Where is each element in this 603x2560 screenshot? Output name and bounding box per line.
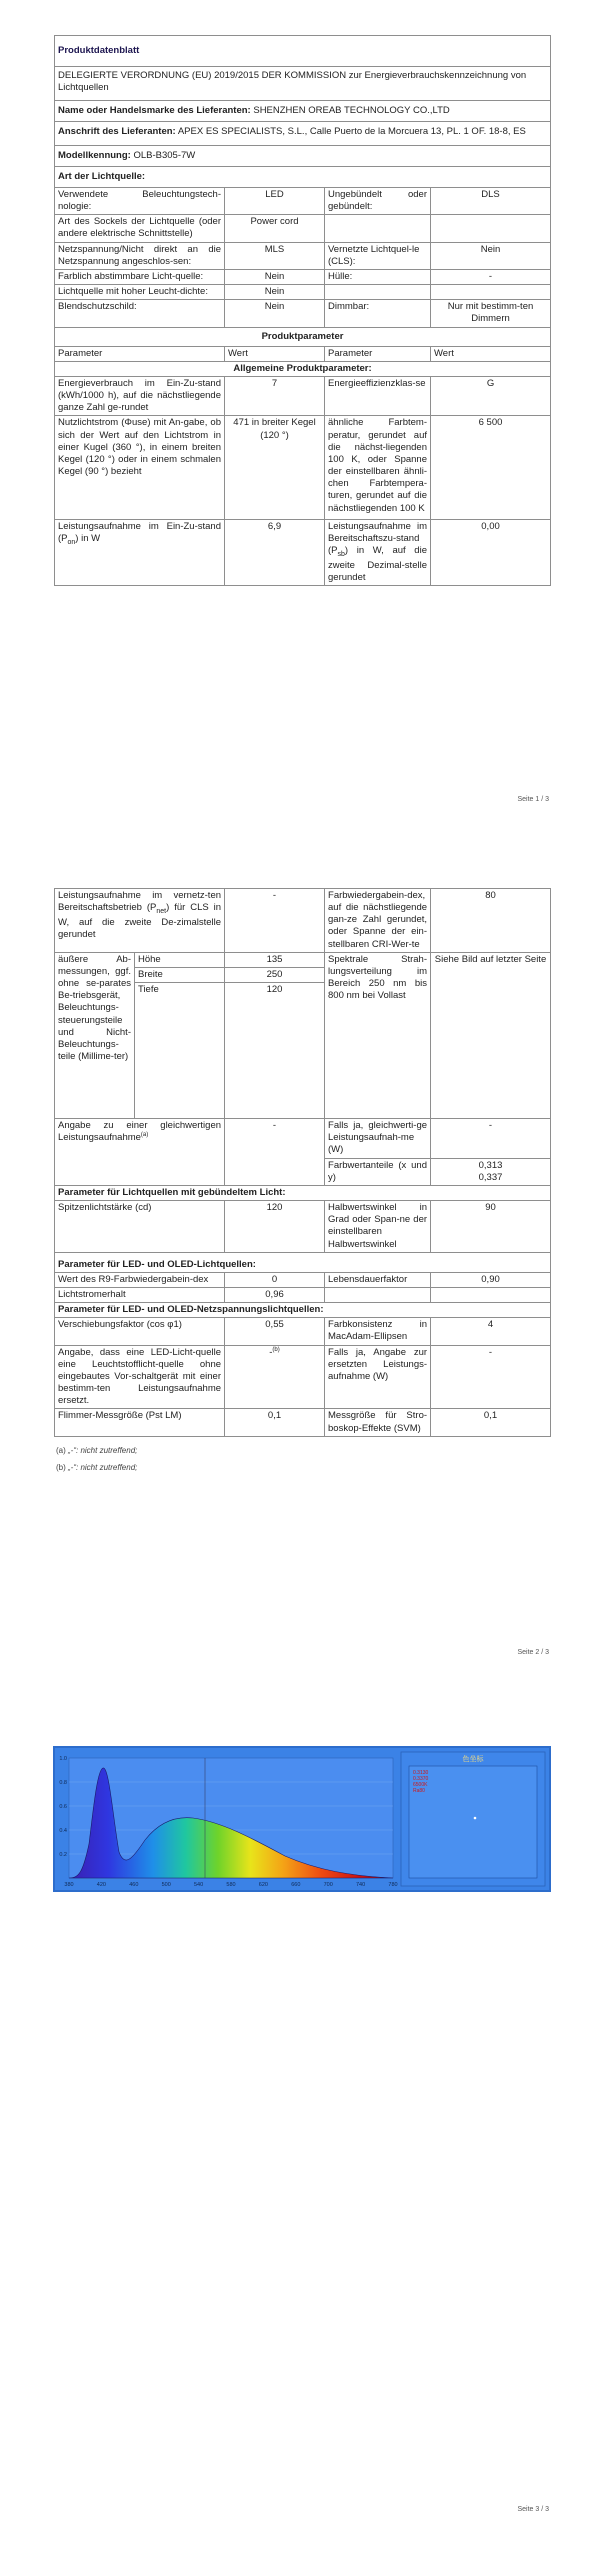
table-row	[55, 300, 551, 327]
unbundled-value: DLS	[431, 187, 551, 214]
table-row	[55, 187, 551, 214]
casing-value: -	[431, 269, 551, 284]
replacement-power-label: Falls ja, Angabe zur ersetzten Leistungs-aufnahme (W)	[325, 1345, 431, 1409]
height-value: 135	[225, 952, 325, 967]
casing-label: Hülle:	[325, 269, 431, 284]
tech-value: LED	[225, 187, 325, 214]
chromaticity-panel-title: 色坐标	[462, 1755, 484, 1763]
tech-label: Verwendete Beleuchtungstech-nologie:	[55, 187, 225, 214]
depth-label: Tiefe	[135, 983, 225, 1119]
spectrum-x-tick: 540	[194, 1882, 204, 1888]
page-number-3: Seite 3 / 3	[517, 2506, 549, 2513]
unbundled-label: Ungebündelt oder gebündelt:	[325, 187, 431, 214]
table-row	[55, 376, 551, 415]
connected-label: Vernetzte Lichtquel-le (CLS):	[325, 242, 431, 269]
efficiency-class-value: G	[431, 376, 551, 415]
model-value: OLB-B305-7W	[133, 149, 196, 161]
cct-label: ähnliche Farbtem-peratur, gerundet auf die nächst-liegenden 100 K, oder Spanne der einstellbaren ähnli-chen Farbtempera-turen, gerundet auf die nächstliegenden 100 K	[325, 416, 431, 519]
lumen-maintenance-value: 0,96	[225, 1287, 325, 1302]
column-header-parameter: Parameter	[55, 346, 225, 361]
dimmable-label: Dimmbar:	[325, 300, 431, 327]
flicker-value: 0,1	[225, 1409, 325, 1436]
chromaticity-plot	[409, 1766, 537, 1878]
standby-power-value: 0,00	[431, 519, 551, 585]
product-parameters-header: Produktparameter	[55, 327, 551, 346]
standby-power-label: Leistungsaufnahme im Bereitschaftszu-stand $(P_{sb})$ in W, auf die zweite Dezimal-stelle gerundet	[325, 519, 431, 585]
column-header-value: Wert	[225, 346, 325, 361]
efficiency-class-label: Energieeffizienzklas-se	[325, 376, 431, 415]
survival-factor-label: Lebensdauerfaktor	[325, 1272, 431, 1287]
replacement-claim-label: Angabe, dass eine LED-Licht-quelle eine Leuchtstofflicht-quelle ohne eingebautes Vor-schaltgerät mit einer bestimm-ten Leistungsaufnahme ersetzt.	[55, 1345, 225, 1409]
socket-value: Power cord	[225, 215, 325, 242]
spectrum-svg	[55, 1748, 549, 1890]
equivalent-power-value: -	[225, 1119, 325, 1186]
table-row	[55, 1345, 551, 1409]
dimensions-label: äußere Ab-messungen, ggf. ohne se-parates Be-triebsgerät, Beleuchtungs-steuerungsteile und Nicht-Beleuchtungs-teile (Millime-ter)	[55, 952, 135, 1118]
table-row	[55, 1119, 551, 1158]
page-number-1: Seite 1 / 3	[517, 796, 549, 803]
page-2	[54, 888, 550, 1476]
model-label: Modellkennung:	[58, 149, 131, 161]
power-factor-label: Verschiebungsfaktor (cos φ1)	[55, 1318, 225, 1345]
spectral-distribution-image	[53, 1746, 551, 1892]
datasheet-table-page-2	[54, 888, 551, 1437]
spectrum-x-tick: 580	[226, 1882, 236, 1888]
colour-consistency-label: Farbkonsistenz in MacAdam-Ellipsen	[325, 1318, 431, 1345]
table-row	[55, 1201, 551, 1253]
r9-value: 0	[225, 1272, 325, 1287]
mains-label: Netzspannung/Nicht direkt an die Netzspannung angeschlos-sen:	[55, 242, 225, 269]
beam-angle-label: Halbwertswinkel in Grad oder Span-ne der einstellbaren Halbwertswinkel	[325, 1201, 431, 1253]
spectrum-x-tick: 460	[129, 1882, 139, 1888]
spectrum-y-tick: 1.0	[59, 1756, 67, 1762]
table-row	[55, 285, 551, 300]
footnotes	[54, 1442, 550, 1476]
cct-value: 6 500	[431, 416, 551, 519]
directional-parameters-header: Parameter für Lichtquellen mit gebündeltem Licht:	[55, 1185, 551, 1200]
supplier-name-label: Name oder Handelsmarke des Lieferanten:	[58, 105, 251, 117]
tunable-value: Nein	[225, 269, 325, 284]
height-label: Höhe	[135, 952, 225, 967]
chromaticity-legend-entry: Ra80	[413, 1788, 425, 1794]
supplier-address	[55, 122, 551, 145]
r9-label: Wert des R9-Farbwiedergabein-dex	[55, 1272, 225, 1287]
page-title: Produktdatenblatt	[55, 36, 551, 67]
lumen-maintenance-label: Lichtstromerhalt	[55, 1287, 225, 1302]
column-header-value: Wert	[431, 346, 551, 361]
svm-label: Messgröße für Stro-boskop-Effekte (SVM)	[325, 1409, 431, 1436]
depth-value: 120	[225, 983, 325, 1119]
table-row	[55, 215, 551, 242]
on-mode-power-value: 6,9	[225, 519, 325, 585]
mains-led-parameters-header: Parameter für LED- und OLED-Netzspannungslichtquellen:	[55, 1303, 551, 1318]
chromaticity-point	[474, 1817, 477, 1820]
mains-value: MLS	[225, 242, 325, 269]
replacement-power-value: -	[431, 1345, 551, 1409]
supplier-address-value: APEX ES SPECIALISTS, S.L., Calle Puerto de la Morcuera 13, PL. 1 OF. 18-8, ES	[177, 126, 526, 138]
cri-label: Farbwiedergabein-dex, auf die nächstliegende gan-ze Zahl gerundet, oder Spanne der ein-stellbaren CRI-Wer-te	[325, 889, 431, 953]
networked-standby-label: Leistungsaufnahme im vernetz-ten Bereitschaftsbetrieb $(P_{net})$ für CLS in W, auf die zweite De-zimalstelle gerundet	[55, 889, 225, 953]
spectrum-x-tick: 380	[64, 1882, 74, 1888]
spectrum-y-tick: 0.6	[59, 1804, 67, 1810]
peak-intensity-value: 120	[225, 1201, 325, 1253]
chromaticity-label: Farbwertanteile (x und y)	[325, 1158, 431, 1185]
socket-label: Art des Sockels der Lichtquelle (oder andere elektrische Schnittstelle)	[55, 215, 225, 242]
networked-standby-value: -	[225, 889, 325, 953]
table-row	[55, 242, 551, 269]
connected-value: Nein	[431, 242, 551, 269]
energy-consumption-value: 7	[225, 376, 325, 415]
equivalent-power-label: Angabe zu einer gleichwertigen Leistungsaufnahme$^{(a)}$	[55, 1119, 225, 1186]
led-parameters-header: Parameter für LED- und OLED-Lichtquellen:	[55, 1252, 551, 1272]
table-row	[55, 952, 551, 967]
colour-consistency-value: 4	[431, 1318, 551, 1345]
on-mode-power-label: Leistungsaufnahme im Ein-Zu-stand $(P_{on})$ in W	[55, 519, 225, 585]
supplier-address-label: Anschrift des Lieferanten:	[58, 126, 176, 138]
spectrum-x-tick: 700	[323, 1882, 333, 1888]
table-row	[55, 889, 551, 953]
tunable-label: Farblich abstimmbare Licht-quelle:	[55, 269, 225, 284]
replacement-claim-value: -$^{(b)}$	[225, 1345, 325, 1409]
light-source-type-header: Art der Lichtquelle:	[55, 166, 551, 187]
column-header-parameter: Parameter	[325, 346, 431, 361]
table-row	[55, 1272, 551, 1287]
spectrum-y-tick: 0.8	[59, 1780, 67, 1786]
page-1	[54, 35, 550, 586]
flicker-label: Flimmer-Messgröße (Pst LM)	[55, 1409, 225, 1436]
spectrum-y-tick: 0.4	[59, 1828, 67, 1834]
cri-value: 80	[431, 889, 551, 953]
supplier-name-value: SHENZHEN OREAB TECHNOLOGY CO.,LTD	[253, 105, 450, 117]
high-luminance-value: Nein	[225, 285, 325, 300]
width-value: 250	[225, 967, 325, 982]
table-row	[55, 416, 551, 519]
spectrum-x-tick: 740	[356, 1882, 366, 1888]
chromaticity-value: 0,313 0,337	[431, 1158, 551, 1185]
useful-flux-value: 471 in breiter Kegel (120 °)	[225, 416, 325, 519]
glare-label: Blendschutzschild:	[55, 300, 225, 327]
chromaticity-legend-entry: 6500K	[413, 1782, 428, 1788]
page-number-2: Seite 2 / 3	[517, 1649, 549, 1656]
spectral-distribution-label: Spektrale Strah-lungsverteilung im Bereich 250 nm bis 800 nm bei Vollast	[325, 952, 431, 1118]
table-row	[55, 519, 551, 585]
supplier-name	[55, 101, 551, 122]
datasheet-table-page-1	[54, 35, 551, 586]
spectrum-x-tick: 620	[258, 1882, 268, 1888]
table-row	[55, 1409, 551, 1436]
footnote-b: (b) „-“: nicht zutreffend;	[56, 1462, 138, 1472]
svm-value: 0,1	[431, 1409, 551, 1436]
table-row	[55, 1287, 551, 1302]
chromaticity-legend-entry: 0.3370	[413, 1776, 429, 1782]
chromaticity-legend-entry: 0.3130	[413, 1770, 429, 1776]
column-header-row	[55, 346, 551, 361]
spectrum-x-tick: 500	[161, 1882, 171, 1888]
beam-angle-value: 90	[431, 1201, 551, 1253]
survival-factor-value: 0,90	[431, 1272, 551, 1287]
table-row	[55, 1318, 551, 1345]
high-luminance-label: Lichtquelle mit hoher Leucht-dichte:	[55, 285, 225, 300]
spectrum-x-tick: 660	[291, 1882, 301, 1888]
equivalent-power-w-label: Falls ja, gleichwerti-ge Leistungsaufnah-me (W)	[325, 1119, 431, 1158]
energy-consumption-label: Energieverbrauch im Ein-Zu-stand (kWh/1000 h), auf die nächstliegende ganze Zahl ge-rundet	[55, 376, 225, 415]
useful-flux-label: Nutzlichtstrom (Φuse) mit An-gabe, ob sich der Wert auf den Lichtstrom in einer Kugel (360 °), in einem breiten Kegel (120 °) oder in einem schmalen Kegel (90 °) bezieht	[55, 416, 225, 519]
power-factor-value: 0,55	[225, 1318, 325, 1345]
spectral-distribution-value: Siehe Bild auf letzter Seite	[431, 952, 551, 1118]
table-row	[55, 269, 551, 284]
glare-value: Nein	[225, 300, 325, 327]
spectrum-x-tick: 420	[96, 1882, 106, 1888]
general-parameters-header: Allgemeine Produktparameter:	[55, 361, 551, 376]
spectrum-y-tick: 0.2	[59, 1852, 67, 1858]
footnote-a: (a) „-“: nicht zutreffend;	[56, 1445, 138, 1455]
spectrum-x-tick: 780	[388, 1882, 398, 1888]
model-identifier	[55, 145, 551, 166]
dimmable-value: Nur mit bestimm-ten Dimmern	[431, 300, 551, 327]
equivalent-power-w-value: -	[431, 1119, 551, 1158]
width-label: Breite	[135, 967, 225, 982]
regulation-text: DELEGIERTE VERORDNUNG (EU) 2019/2015 DER KOMMISSION zur Energieverbrauchskennzeichnung von Lichtquellen	[55, 67, 551, 101]
peak-intensity-label: Spitzenlichtstärke (cd)	[55, 1201, 225, 1253]
